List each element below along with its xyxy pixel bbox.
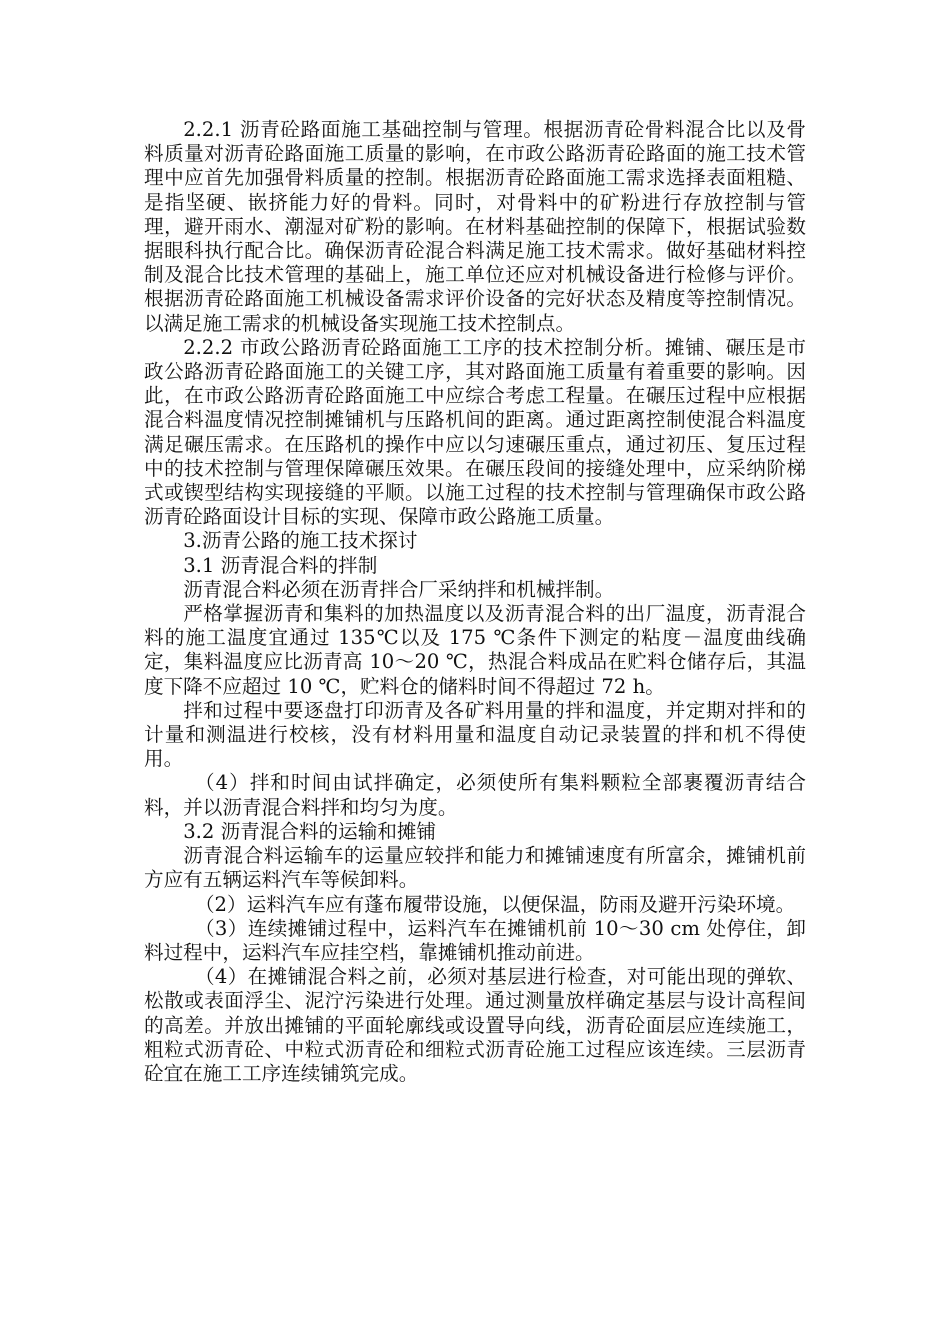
list-item-mixing-time: （4）拌和时间由试拌确定，必须使所有集料颗粒全部裹覆沥青结合料，并以沥青混合料拌和均匀为度。 — [144, 771, 806, 819]
list-item-tarpaulin: （2）运料汽车应有蓬布履带设施，以便保温，防雨及避开污染环境。 — [194, 892, 796, 916]
list-item-base-inspection: （4）在摊铺混合料之前，必须对基层进行检查，对可能出现的弹软、松散或表面浮尘、泥泞污染进行处理。通过测量放样确定基层与设计高程间的高差。并放出摊铺的平面轮廓线或设置导向线，沥青砼面层应连续施工，粗粒式沥青砼、中粒式沥青砼和细粒式沥青砼施工过程应该连续。三层沥青砼宜在施工工序连续铺筑完成。 — [144, 965, 806, 1085]
subsection-heading-3-2: 3.2 沥青混合料的运输和摊铺 — [183, 819, 437, 843]
subsection-heading-3-1: 3.1 沥青混合料的拌制 — [183, 553, 378, 577]
list-item-continuous-paving: （3）连续摊铺过程中，运料汽车在摊铺机前 10～30 cm 处停住，卸料过程中，运料汽车应挂空档，靠摊铺机推动前进。 — [144, 916, 806, 964]
paragraph-temperature-control: 严格掌握沥青和集料的加热温度以及沥青混合料的出厂温度，沥青混合料的施工温度宜通过 135℃以及 175 ℃条件下测定的粘度－温度曲线确定，集料温度应比沥青高 10～20 ℃，热混合料成品在贮料仓储存后，其温度下降不应超过 10 ℃，贮料仓的储料时间不得超过 72 h。 — [144, 602, 806, 698]
section-heading-3: 3.沥青公路的施工技术探讨 — [183, 529, 418, 553]
paragraph-2-2-1: 2.2.1 沥青砼路面施工基础控制与管理。根据沥青砼骨料混合比以及骨料质量对沥青砼路面施工质量的影响，在市政公路沥青砼路面的施工技术管理中应首先加强骨料质量的控制。根据沥青砼路面施工需求选择表面粗糙、是指坚硬、嵌挤能力好的骨料。同时，对骨料中的矿粉进行存放控制与管理，避开雨水、潮湿对矿粉的影响。在材料基础控制的保障下，根据试验数据眼科执行配合比。确保沥青砼混合料满足施工技术需求。做好基础材料控制及混合比技术管理的基础上，施工单位还应对机械设备进行检修与评价。根据沥青砼路面施工机械设备需求评价设备的完好状态及精度等控制情况。以满足施工需求的机械设备实现施工技术控制点。 — [144, 118, 806, 335]
paragraph-mixing-process: 拌和过程中要逐盘打印沥青及各矿料用量的拌和温度，并定期对拌和的计量和测温进行校核，没有材料用量和温度自动记录装置的拌和机不得使用。 — [144, 698, 806, 771]
document-body — [144, 118, 806, 1086]
paragraph-mixing-plant: 沥青混合料必须在沥青拌合厂采纳拌和机械拌制。 — [183, 577, 615, 601]
paragraph-2-2-2: 2.2.2 市政公路沥青砼路面施工工序的技术控制分析。摊铺、碾压是市政公路沥青砼路面施工的关键工序，其对路面施工质量有着重要的影响。因此，在市政公路沥青砼路面施工中应综合考虑工程量。在碾压过程中应根据混合料温度情况控制摊铺机与压路机间的距离。通过距离控制使混合料温度满足碾压需求。在压路机的操作中应以匀速碾压重点，通过初压、复压过程中的技术控制与管理保障碾压效果。在碾压段间的接缝处理中，应采纳阶梯式或锲型结构实现接缝的平顺。以施工过程的技术控制与管理确保市政公路沥青砼路面设计目标的实现、保障市政公路施工质量。 — [144, 335, 806, 529]
paragraph-transport-capacity: 沥青混合料运输车的运量应较拌和能力和摊铺速度有所富余，摊铺机前方应有五辆运料汽车等候卸料。 — [144, 844, 806, 892]
